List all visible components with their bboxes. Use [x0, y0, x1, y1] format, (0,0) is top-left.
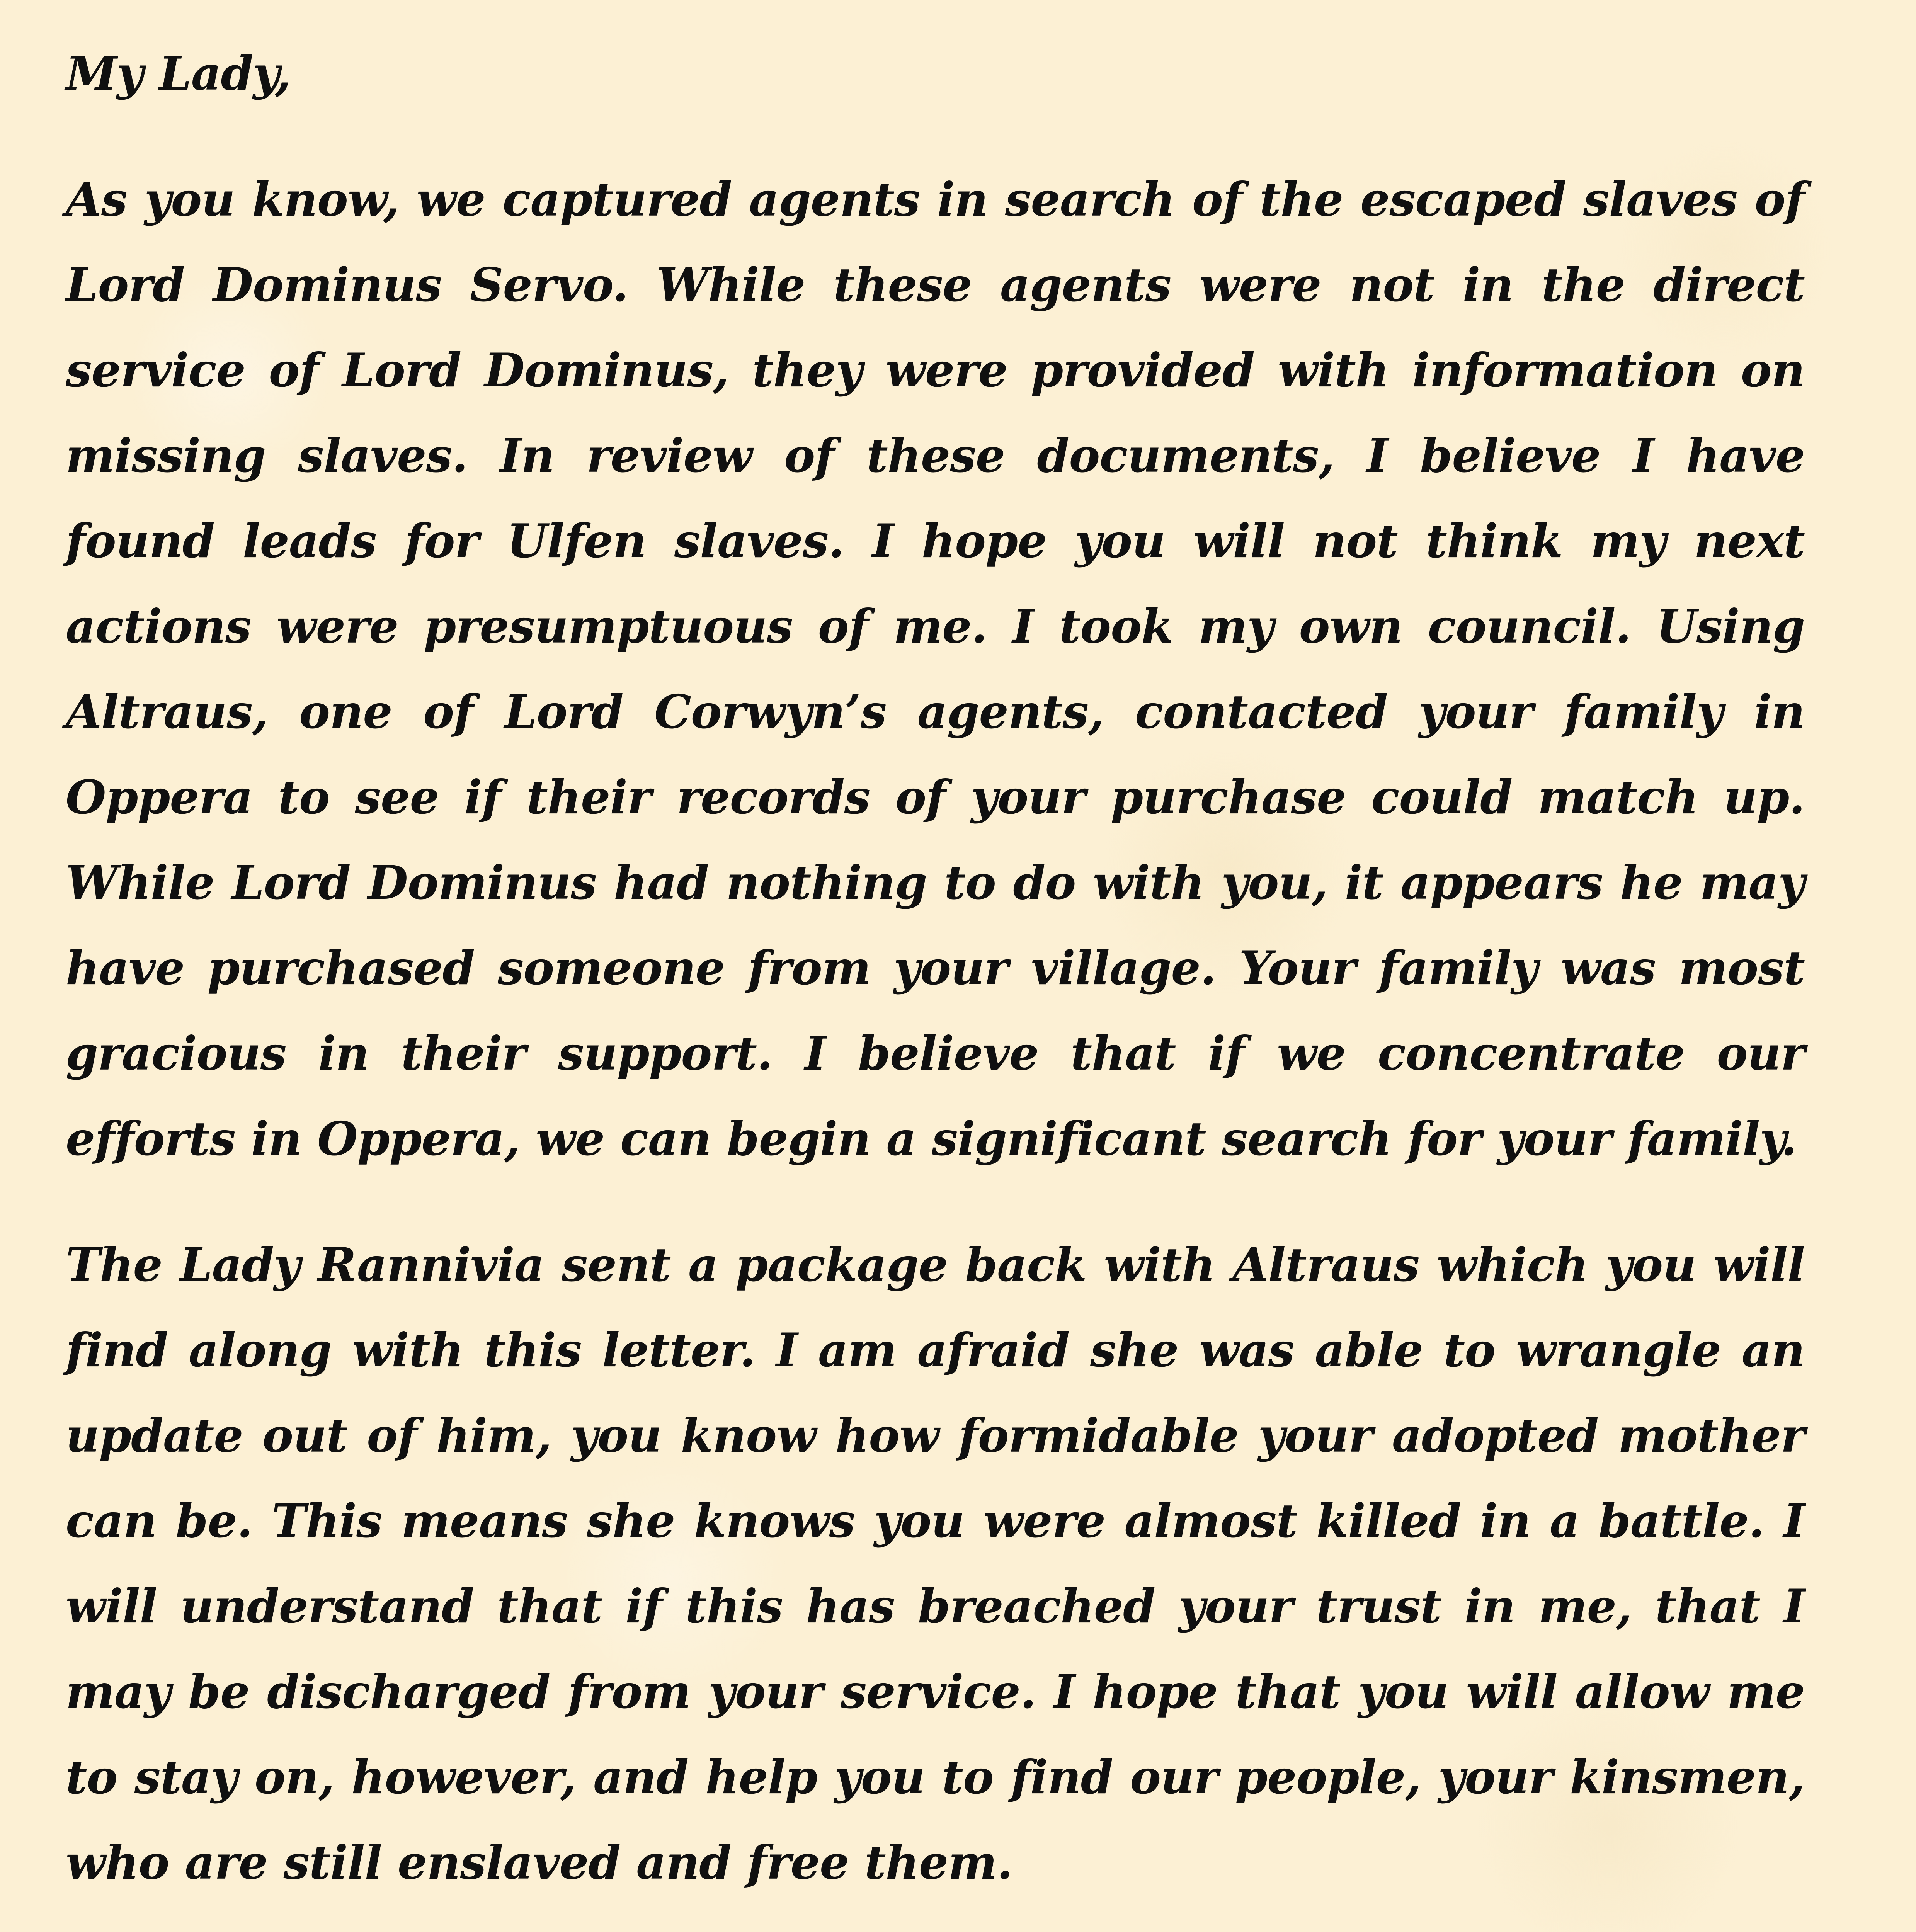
paragraph-2: The Lady Rannivia sent a package back with Altraus which you will find along with this letter. I am afraid she was able to wrangle an update out of him, you know how formidable your adopted mother can be. This means she knows you were almost killed in a battle. I will understand that if this has breached your trust in me, that I may be discharged from your service. I hope that you will allow me to stay on, however, and help you to find our people, your kinsmen, who are still enslaved and free them. — [66, 1238, 1805, 1890]
paragraph-1: As you know, we captured agents in search of the escaped slaves of Lord Dominus Servo. While these agents were not in the direct service of Lord Dominus, they were provided with information on missing slaves. In review of these documents, I believe I have found leads for Ulfen slaves. I hope you will not think my next actions were presumptuous of me. I took my own council. Using Altraus, one of Lord Corwyn’s agents, contacted your family in Oppera to see if their records of your purchase could match up. While Lord Dominus had nothing to do with you, it appears he may have purchased someone from your village. Your family was most gracious in their support. I believe that if we concentrate our efforts in Oppera, we can begin a significant search for your family. — [66, 172, 1805, 1166]
letter-body — [66, 31, 1805, 1932]
salutation: My Lady, — [66, 46, 291, 101]
